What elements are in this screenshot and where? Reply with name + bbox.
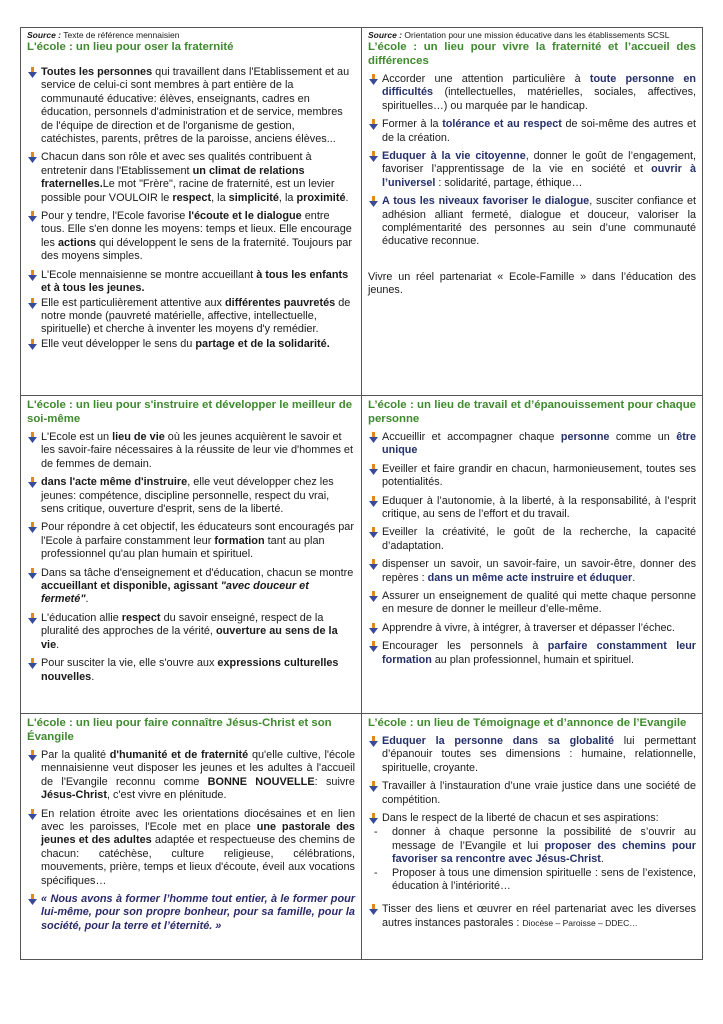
table-row: [21, 714, 703, 960]
arrow-bullet-icon: [28, 613, 37, 624]
arrow-bullet-icon: [369, 196, 378, 207]
arrow-bullet-icon: [28, 67, 37, 78]
list-item: En relation étroite avec les orientations diocésaines et en lien avec les paroisses, l'Ecole met en place une pastorale des jeunes et des adultes adaptée et respectueuse des chemins de chacun: catéchèse, culture religieuse, célébrations, mouvements, prière, temps et lieux d'écoute, éveil aux vocations spécifiques…: [27, 808, 355, 888]
list-item: Accorder une attention particulière à toute personne en difficultés (intellectuelles, matérielles, sociales, affectives, spirituelles…) ou marquée par le handicap.: [368, 73, 696, 113]
list-item: dans l'acte même d'instruire, elle veut développer chez les jeunes: compétence, discipline personnelle, respect du vrai, sens critique, ouverture d'esprit, sens de la liberté.: [27, 476, 355, 516]
arrow-bullet-icon: [369, 641, 378, 652]
list-item: Dans sa tâche d'enseignement et d'éducation, chacun se montre accueillant et disponible, agissant "avec douceur et fermeté".: [27, 567, 355, 607]
list-item: Eveiller la créativité, le goût de la recherche, la capacité d’adaptation.: [368, 526, 696, 553]
arrow-bullet-icon: [369, 623, 378, 634]
section-title: L’école : un lieu de Témoignage et d’annonce de l’Evangile: [368, 717, 687, 729]
arrow-bullet-icon: [369, 736, 378, 747]
arrow-bullet-icon: [28, 211, 37, 222]
arrow-bullet-icon: [369, 119, 378, 130]
arrow-bullet-icon: [28, 568, 37, 579]
list-item: Travailler à l’instauration d’une vraie justice dans une société de compétition.: [368, 780, 696, 807]
source-line: Source : Texte de référence mennaisien: [27, 30, 180, 40]
section-title: L'école : un lieu pour s'instruire et développer le meilleur de soi-même: [27, 399, 353, 425]
list-item: Elle est particulièrement attentive aux différentes pauvretés de notre monde (pauvreté matérielle, affective, intellectuelle, spirituelle) et cherche à inventer les moyens d'y remédier.: [27, 297, 355, 337]
list-item: Pour y tendre, l'Ecole favorise l'écoute et le dialogue entre tous. Elle s'en donne les moyens: temps et lieux. Elle encourage les actions qui développent le sens de la fraternité. Toujours par des moyens simples.: [27, 210, 355, 264]
arrow-bullet-icon: [369, 464, 378, 475]
list-item: Former à la tolérance et au respect de soi-même des autres et de la création.: [368, 118, 696, 145]
list-item: [27, 893, 355, 933]
list-item: Pour susciter la vie, elle s'ouvre aux expressions culturelles nouvelles.: [27, 657, 355, 684]
arrow-bullet-icon: [369, 559, 378, 570]
list-item: Toutes les personnes qui travaillent dans l'Etablissement et au service de celui-ci sont membres à part entière de la communauté éducative: élèves, enseignants, cadres en éducation, personnels d'administration et de service, membres de l'équipe de direction et de l'organisme de gestion, catéchistes, parents, prêtres de la paroisse, anciens élèves...: [27, 66, 355, 146]
arrow-bullet-icon: [28, 658, 37, 669]
paragraph: Vivre un réel partenariat « Ecole-Famille » dans l’éducation des jeunes.: [368, 270, 696, 297]
comparison-table: [20, 27, 703, 960]
list-item: Apprendre à vivre, à intégrer, à traverser et dépasser l’échec.: [368, 622, 696, 635]
list-item: Eduquer à l’autonomie, à la liberté, à la responsabilité, à l’esprit critique, au sens de l’effort et du travail.: [368, 495, 696, 522]
section-title: L’école : un lieu de travail et d’épanouissement pour chaque personne: [368, 399, 696, 425]
list-item: Chacun dans son rôle et avec ses qualités contribuent à entretenir dans l'Etablissement un climat de relations fraternelles.Le mot "Frère", racine de fraternité, est un levier possible pour VOULOIR le respect, la simplicité, la proximité.: [27, 151, 355, 205]
list-item: Eduquer à la vie citoyenne, donner le goût de l’engagement, favoriser l’apprentissage de la vie en société et ouvrir à l’universel : solidarité, partage, éthique…: [368, 150, 696, 190]
sub-list-item: - Proposer à tous une dimension spirituelle : sens de l’existence, éducation à l’intériorité…: [374, 866, 696, 893]
list-item: Assurer un enseignement de qualité qui mette chaque personne en mesure de donner le meilleur d’elle-même.: [368, 590, 696, 617]
cell-r2-left: [21, 396, 362, 714]
section-title: L’école : un lieu pour vivre la fraternité et l’accueil des différences: [368, 41, 696, 67]
table-row: [21, 28, 703, 396]
arrow-bullet-icon: [28, 432, 37, 443]
section-title: L'école : un lieu pour faire connaître Jésus-Christ et son Évangile: [27, 717, 332, 743]
cell-r3-left: [21, 714, 362, 960]
arrow-bullet-icon: [369, 151, 378, 162]
arrow-bullet-icon: [369, 904, 378, 915]
list-item: Par la qualité d'humanité et de fraternité qu'elle cultive, l'école mennaisienne veut disposer les jeunes et les adultes à l'accueil de l'Evangile reconnu comme BONNE NOUVELLE: suivre Jésus-Christ, c'est vivre en plénitude.: [27, 749, 355, 803]
cell-r1-left: [21, 28, 362, 396]
cell-r3-right: [362, 714, 703, 960]
arrow-bullet-icon: [28, 339, 37, 350]
quote-text: « Nous avons à former l’homme tout entier, à le former pour lui-même, pour son propre bonheur, pour sa famille, pour la société, pour la terre et l’éternité. »: [41, 893, 355, 932]
sub-list-item: - donner à chaque personne la possibilité de s’ouvrir au message de l’Evangile et lui proposer des chemins pour favoriser sa rencontre avec Jésus-Christ.: [374, 826, 696, 866]
list-item: Dans le respect de la liberté de chacun et ses aspirations:: [368, 812, 696, 825]
arrow-bullet-icon: [369, 74, 378, 85]
source-line: Source : Orientation pour une mission éducative dans les établissements SCSL: [368, 30, 670, 40]
document-page: [20, 27, 703, 959]
cell-r2-right: [362, 396, 703, 714]
arrow-bullet-icon: [28, 894, 37, 905]
list-item: Elle veut développer le sens du partage et de la solidarité.: [27, 338, 355, 351]
list-item: Eveiller et faire grandir en chacun, harmonieusement, toutes ses potentialités.: [368, 463, 696, 490]
arrow-bullet-icon: [369, 496, 378, 507]
arrow-bullet-icon: [28, 298, 37, 309]
arrow-bullet-icon: [369, 591, 378, 602]
list-item: Tisser des liens et œuvrer en réel partenariat avec les diverses autres instances pastorales : Diocèse – Paroisse – DDEC…: [368, 903, 696, 930]
arrow-bullet-icon: [369, 813, 378, 824]
arrow-bullet-icon: [28, 270, 37, 281]
section-title: L'école : un lieu pour oser la fraternité: [27, 41, 234, 53]
list-item: Encourager les personnels à parfaire constamment leur formation au plan professionnel, humain et spirituel.: [368, 640, 696, 667]
list-item: A tous les niveaux favoriser le dialogue, susciter confiance et adhésion alliant fermeté, dialogue et douceur, valoriser la complémentarité des personnes au sein d’une communauté éducative reconnue.: [368, 195, 696, 249]
list-item: Accueillir et accompagner chaque personne comme un être unique: [368, 431, 696, 458]
list-item: Eduquer la personne dans sa globalité lui permettant d’épanouir toutes ses dimensions : humaine, relationnelle, spirituelle, croyante.: [368, 735, 696, 775]
arrow-bullet-icon: [369, 781, 378, 792]
list-item: dispenser un savoir, un savoir-faire, un savoir-être, donner des repères : dans un même acte instruire et éduquer.: [368, 558, 696, 585]
list-item: L'éducation allie respect du savoir enseigné, respect de la pluralité des approches de la vérité, ouverture au sens de la vie.: [27, 612, 355, 652]
list-item: L'Ecole est un lieu de vie où les jeunes acquièrent le savoir et les savoir-faire nécessaires à la réussite de leur vie d'hommes et de femmes de demain.: [27, 431, 355, 471]
arrow-bullet-icon: [28, 750, 37, 761]
arrow-bullet-icon: [28, 477, 37, 488]
arrow-bullet-icon: [28, 522, 37, 533]
arrow-bullet-icon: [28, 152, 37, 163]
list-item: Pour répondre à cet objectif, les éducateurs sont encouragés par l'Ecole à parfaire constamment leur formation tant au plan professionnel qu'au plan humain et spirituel.: [27, 521, 355, 561]
cell-r1-right: [362, 28, 703, 396]
arrow-bullet-icon: [369, 432, 378, 443]
arrow-bullet-icon: [369, 527, 378, 538]
arrow-bullet-icon: [28, 809, 37, 820]
list-item: L'Ecole mennaisienne se montre accueillant à tous les enfants et à tous les jeunes.: [27, 269, 355, 296]
table-row: [21, 396, 703, 714]
